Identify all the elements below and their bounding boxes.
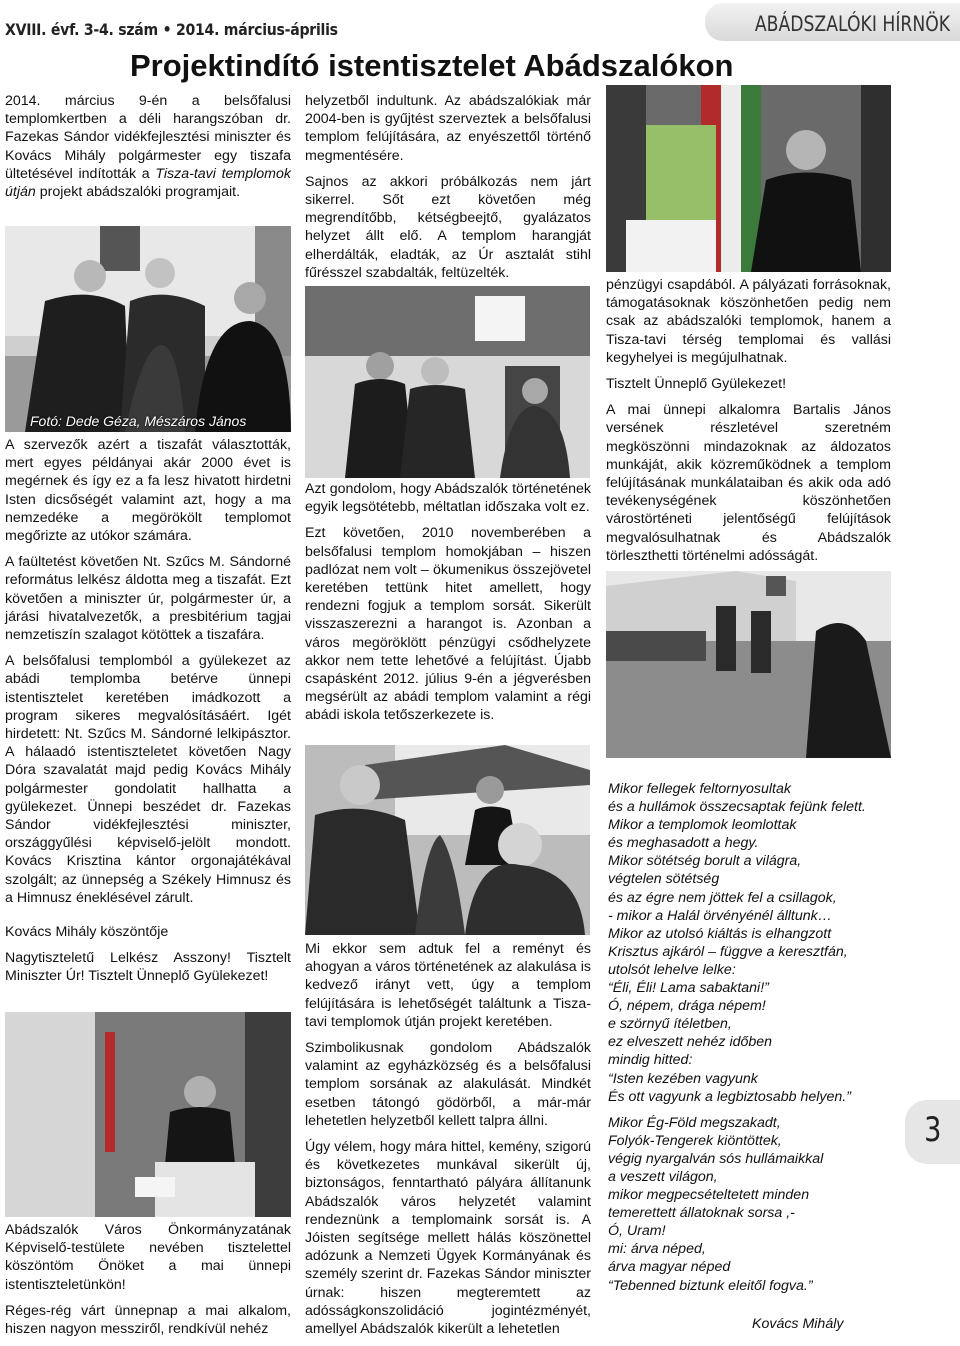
paragraph: A szervezők azért a tiszafát választották, mert egyes példányai akár 2000 évet is megérnek és így ez a fa lesz hivatott hirdetni Isten dicsőségét valamint azt, hogy a ma nemzedéke a megörökölt templomot megőrizte az utókor számára. [5, 437, 291, 545]
poem-line: mikor megpecsételtetett minden [608, 1187, 810, 1204]
poem-line: temerettett állatoknak sorsa ,- [608, 1205, 795, 1222]
publication-name: ABÁDSZALÓKI HÍRNÖK [754, 12, 950, 36]
photo-congregation-outdoor [606, 571, 891, 758]
paragraph: helyzetből indultunk. Az abádszalókiak már 2004-ben is gyűjtést szerveztek a belsőfalusi templom felújítására, az enyészettől történő megmentésére. [305, 93, 591, 164]
poem-line: mi: árva néped, [608, 1241, 706, 1258]
page-number-tab [905, 1100, 960, 1164]
photo-minister-speech [606, 85, 891, 272]
poem [608, 780, 898, 1303]
column-1-body [5, 436, 291, 994]
paragraph: Sajnos az akkori próbálkozás nem járt sikerrel. Sőt ezt követően még megrendítőbb, kétségbeejtő, gyalázatos helyzet állt elő. A templom harangját elherdálták, eladták, az Úr asztalát stihl fűrésszel szabdalták, feltüzelték. [305, 173, 591, 281]
poem-line: mindig hitted: [608, 1052, 693, 1069]
poem-author: Kovács Mihály [752, 1316, 844, 1332]
photo-tree-planting [5, 226, 291, 432]
column-2-top [305, 92, 591, 290]
poem-line: “Tebenned biztunk eleitől fogva.” [608, 1277, 813, 1294]
poem-stanza-1 [608, 780, 898, 1106]
poem-line: utolsót lehelve lelke: [608, 961, 736, 978]
paragraph: A faültetést követően Nt. Szűcs M. Sándorné református lelkész áldotta meg a tiszafát. Ezt követően a miniszter úr, polgármester úr, a járási hivatalvezetők, a presbitérium tagjai nemzetiszín szalagot kötöttek a tiszafára. [5, 554, 291, 644]
paragraph: A mai ünnepi alkalomra Bartalis János versének részletével szeretném megköszönni mindazoknak az áldozatos munkáját, akik közreműködnek a templom felújításának munkálataiban és akik oda adó tevékenységének köszönhetően várostörténeti jelentőségű felújítások megvalósulhatnak és Abádszalók törleszthetti történelmi adósságát. [606, 402, 891, 564]
issue-info: XVIII. évf. 3-4. szám • 2014. március-április [5, 20, 338, 39]
poem-line: Krisztus ajkáról – függve a keresztfán, [608, 943, 848, 960]
poem-line: Mikor az utolsó kiáltás is elhangzott [608, 925, 832, 942]
poem-line: - mikor a Halál örvényénél álltunk… [608, 907, 832, 924]
poem-line: Ó, Uram! [608, 1223, 666, 1240]
poem-line: Ó, népem, drága népem! [608, 998, 766, 1015]
poem-line: Folyók-Tengerek kiöntöttek, [608, 1132, 782, 1149]
article-title: Projektindító istentisztelet Abádszalókon [130, 48, 734, 83]
intro-paragraph: 2014. március 9-én a belsőfalusi templomkertben a déli harangszóban dr. Fazekas Sándor vidékfejlesztési miniszter és Kovács Mihály polgármester egy tiszafa ültetésével indították a Tisza-tavi templomok útján projekt abádszalóki programjait. [5, 93, 291, 201]
paragraph: Szimbolikusnak gondolom Abádszalók valamint az egyházközség és a belsőfalusi templom sorsának az alakulását. Mindkét esetben tátongó gödörből, a már-már lehetetlen helyzetből kellett talpra állni. [305, 1040, 591, 1129]
paragraph: Nagytiszteletű Lelkész Asszony! Tisztelt Miniszter Úr! Tisztelt Ünneplő Gyülekezet! [5, 950, 291, 985]
poem-line: Mikor Ég-Föld megszakadt, [608, 1114, 781, 1131]
paragraph: Úgy vélem, hogy mára hittel, kemény, szigorú és következetes munkával sikerült új, biztonságos, fenntartható pályára állítanunk Abádszalók város helyzetét valamint rendeznünk a templomaink sorsát is. A Jóisten segítsége mellett hálás köszönettel adózunk a Nemzeti Ügyek Kormányának és személy szerint dr. Fazekas Sándor miniszter úrnak: hiszen megteremtett az adósságkonszolidáció jogintézményét, amellyel Abádszalók kikerült a lehetetlen [305, 1139, 591, 1338]
column-2-middle [305, 480, 591, 733]
poem-line: “Isten kezében vagyunk [608, 1070, 758, 1087]
column-1-end [5, 1221, 291, 1346]
paragraph: pénzügyi csapdából. A pályázati forrásoknak, támogatásoknak köszönhetően pedig nem csak az abádszalóki templomok, hanem a Tisza-tavi térség templomai és vallási kegyhelyei is megújulhatnak. [606, 277, 891, 366]
photo-church-visit [305, 286, 590, 478]
publication-banner [705, 3, 960, 41]
poem-line: Mikor a templomok leomlottak [608, 817, 797, 834]
poem-line: ez elveszett nehéz időben [608, 1034, 773, 1051]
poem-line: Mikor sötétség borult a világra, [608, 853, 802, 870]
poem-line: e szörnyű ítéletben, [608, 1016, 732, 1033]
column-3-body [606, 276, 891, 573]
poem-line: Mikor fellegek feltornyosultak [608, 781, 791, 797]
page-number: 3 [924, 1110, 942, 1150]
poem-line: árva magyar néped [608, 1259, 731, 1276]
greeting: Tisztelt Ünneplő Gyülekezet! [606, 376, 787, 393]
column-2-bottom [305, 940, 591, 1346]
paragraph: Abádszalók Város Önkormányzatának Képviselő-testülete nevében tisztelettel köszöntöm Önöket a mai ünnepi istentiszteletünkön! [5, 1222, 291, 1293]
poem-line: és a hullámok összecsaptak fejünk felett. [608, 799, 866, 816]
paragraph: Mi ekkor sem adtuk fel a reményt és ahogyan a város történetének az alakulása is kedvező irányt vett, úgy a templom felújítására is lehetőségét találtunk a Tisza-tavi templomok útján projekt keretében. [305, 941, 591, 1030]
paragraph: Azt gondolom, hogy Abádszalók történetének egyik legsötétebb, méltatlan időszaka volt ez. [305, 481, 591, 516]
poem-stanza-2 [608, 1114, 898, 1295]
poem-line: És ott vagyunk a legbiztosabb helyen.” [608, 1088, 851, 1105]
paragraph: Ezt követően, 2010 novemberében a belsőfalusi templom homokjában – hiszen padlózat nem volt – ökumenikus összejövetel keretében tettünk hitet amellett, hogy rendezni fogjuk a templom sorsát. Sikerült visszaszerezni a harangot is. Azonban a város megöröklött pénzügyi csődhelyzete akkor nem tette lehetővé a felújítást. Újabb csapásként 2012. július 9-én a jégverésben megsérült az abádi templom valamint a régi abádi iskola tetőszerkezete is. [305, 525, 591, 724]
speech-heading: Kovács Mihály köszöntője [5, 924, 169, 941]
poem-line: és az égre nem jöttek fel a csillagok, [608, 889, 837, 906]
poem-line: végtelen sötétség [608, 871, 720, 888]
paragraph: Réges-rég várt ünnepnap a mai alkalom, hiszen nagyon messziről, rendkívül nehéz [5, 1302, 291, 1338]
column-1-intro [5, 92, 291, 209]
poem-line: a veszett világon, [608, 1168, 718, 1185]
paragraph: A belsőfalusi templomból a gyülekezet az abádi templomba betérve ünnepi istentisztelet keretében imádkozott a program sikeres megvalósításáért. Igét hirdetett: Nt. Szűcs M. Sándorné lelkipásztor. A hálaadó istentiszteletet követően Nagy Dóra szavalatát majd pedig Kovács Mihály polgármester gondolatit hallhatta a gyülekezet. Ünnepi beszédet dr. Fazekas Sándor vidékfejlesztési miniszter, országgyűlési képviselő-jelölt mondott. Kovács Krisztina kántor orgonajátékával szolgált; az ünnepség a Székely Himnusz és a Himnusz éneklésével zárult. [5, 653, 291, 906]
poem-line: és meghasadott a hegy. [608, 835, 759, 852]
photo-speaker-podium [5, 1012, 291, 1217]
poem-line: végig nyargalván sós hullámaikkal [608, 1150, 824, 1167]
poem-line: “Éli, Éli! Lama sabaktani!” [608, 980, 769, 997]
photo-caption: Fotó: Dede Géza, Mészáros János [30, 413, 247, 429]
photo-ribbon-tying [305, 745, 590, 935]
